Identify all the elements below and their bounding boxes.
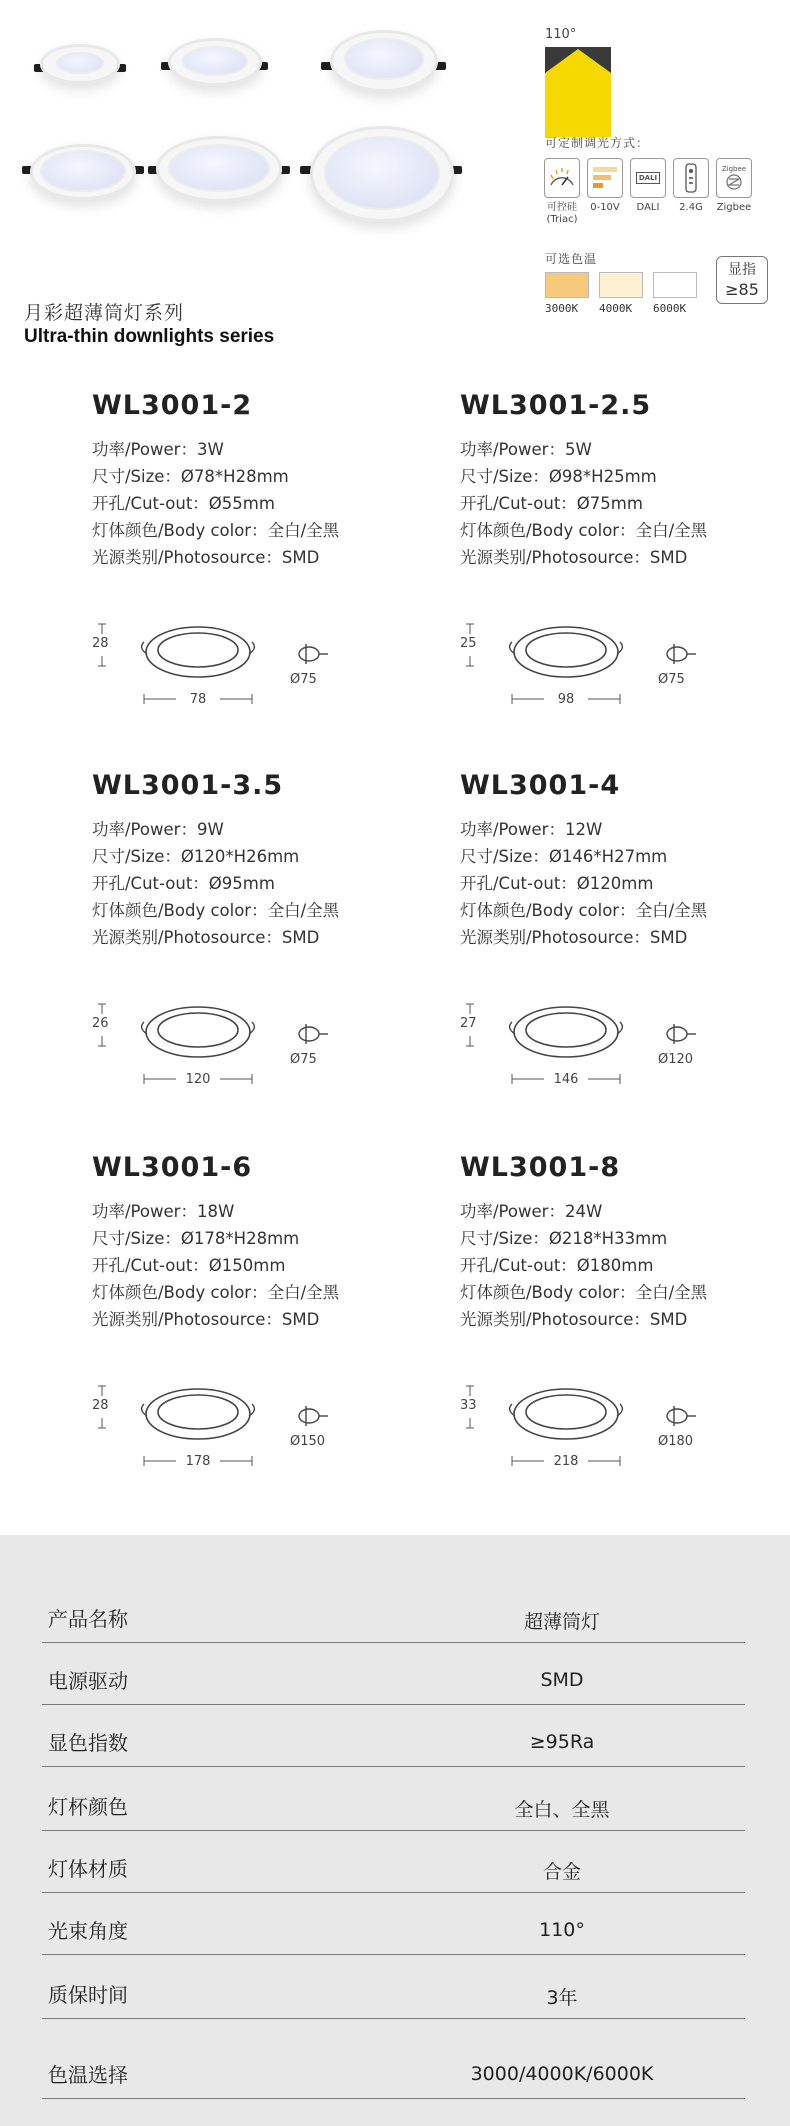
- dimension-drawing: [460, 990, 790, 1100]
- 0-10v-dimmer-icon: [587, 158, 623, 198]
- catalog-header: [0, 0, 790, 360]
- product-card-wl3001-2: [92, 390, 432, 765]
- spec-row-value: 合金: [542, 1861, 581, 1883]
- spec-power: 功率/Power：5W: [460, 440, 592, 459]
- dimming-option-0-10v: [585, 158, 625, 214]
- spec-body-color: 灯体颜色/Body color：全白/全黑: [460, 521, 708, 540]
- spec-row-label: 灯杯颜色: [48, 1795, 128, 1819]
- spec-photosource: 光源类别/Photosource：SMD: [460, 548, 688, 567]
- dimming-label-0-10v: 0-10V: [590, 202, 620, 213]
- spec-row: [42, 1581, 745, 1643]
- height-dimension: 25: [460, 636, 477, 651]
- width-dimension: 218: [553, 1454, 579, 1469]
- product-specs: [460, 1198, 707, 1333]
- cct-option-3000k: [545, 272, 591, 315]
- dimension-drawing: [92, 610, 432, 720]
- cutout-dimension: Ø120: [658, 1052, 694, 1067]
- spec-power: 功率/Power：24W: [460, 1202, 603, 1221]
- dimming-label-zigbee: Zigbee: [716, 202, 752, 213]
- dimension-drawing-svg: [460, 1372, 790, 1482]
- beam-angle-icon: [545, 47, 611, 137]
- height-dimension: 33: [460, 1398, 477, 1413]
- dimension-drawing: [92, 1372, 432, 1482]
- spec-cutout: 开孔/Cut-out：Ø55mm: [92, 494, 275, 513]
- cct-swatch-6000k: [653, 272, 697, 298]
- product-photo-medium: [330, 30, 438, 92]
- product-specs: [460, 816, 707, 951]
- spec-row: [42, 1893, 745, 1955]
- triac-dimmer-icon: [544, 158, 580, 198]
- spec-row: [42, 1705, 745, 1767]
- spec-size: 尺寸/Size：Ø146*H27mm: [460, 847, 668, 866]
- product-card-wl3001-3.5: [92, 770, 432, 1145]
- spec-cutout: 开孔/Cut-out：Ø120mm: [460, 874, 654, 893]
- cct-label-4000k: 4000K: [599, 302, 633, 315]
- product-card-wl3001-8: [460, 1152, 790, 1527]
- cutout-dimension: Ø150: [290, 1434, 326, 1449]
- spec-body-color: 灯体颜色/Body color：全白/全黑: [460, 1283, 708, 1302]
- series-title-cn: 月彩超薄筒灯系列: [24, 302, 185, 324]
- product-model: WL3001-6: [92, 1152, 253, 1183]
- spec-body-color: 灯体颜色/Body color：全白/全黑: [92, 901, 340, 920]
- spec-row-value: 全白、全黑: [514, 1799, 610, 1821]
- dimension-drawing-svg: [92, 1372, 432, 1482]
- product-model: WL3001-2.5: [460, 390, 652, 421]
- dimming-title: 可定制调光方式：: [545, 136, 650, 150]
- dimming-label-2-4g: 2.4G: [679, 202, 703, 213]
- remote-2-4g-icon: [673, 158, 709, 198]
- cutout-dimension: Ø75: [290, 1052, 317, 1067]
- width-dimension: 178: [185, 1454, 211, 1469]
- dimming-option-dali: [628, 158, 668, 214]
- spec-row-value: 超薄筒灯: [523, 1611, 600, 1633]
- spec-row-label: 色温选择: [48, 2063, 128, 2087]
- width-dimension: 146: [553, 1072, 579, 1087]
- spec-row-label: 产品名称: [48, 1607, 128, 1631]
- product-photo-medium-large: [30, 144, 136, 200]
- spec-row-label: 光束角度: [48, 1919, 128, 1943]
- spec-photosource: 光源类别/Photosource：SMD: [92, 1310, 320, 1329]
- product-card-wl3001-4: [460, 770, 790, 1145]
- zigbee-icon: [716, 158, 752, 198]
- spec-size: 尺寸/Size：Ø218*H33mm: [460, 1229, 668, 1248]
- product-card-wl3001-2.5: [460, 390, 790, 765]
- spec-cutout: 开孔/Cut-out：Ø95mm: [92, 874, 275, 893]
- spec-body-color: 灯体颜色/Body color：全白/全黑: [92, 521, 340, 540]
- spec-photosource: 光源类别/Photosource：SMD: [92, 548, 320, 567]
- spec-cutout: 开孔/Cut-out：Ø75mm: [460, 494, 643, 513]
- dimming-option-2-4g: [671, 158, 711, 214]
- product-specs: [460, 436, 707, 571]
- height-dimension: 27: [460, 1016, 477, 1031]
- cri-badge: [716, 256, 768, 304]
- width-dimension: 120: [185, 1072, 211, 1087]
- spec-photosource: 光源类别/Photosource：SMD: [460, 1310, 688, 1329]
- dimming-label-triac: 可控硅: [547, 202, 577, 213]
- width-dimension: 78: [189, 692, 207, 707]
- cri-badge-value: ≥85: [725, 280, 759, 299]
- dimming-sublabel-triac: (Triac): [546, 214, 578, 225]
- cct-swatch-3000k: [545, 272, 589, 298]
- dimming-option-triac: [542, 158, 582, 226]
- dimension-drawing: [460, 610, 790, 720]
- spec-power: 功率/Power：18W: [92, 1202, 235, 1221]
- height-dimension: 26: [92, 1016, 109, 1031]
- product-specs: [92, 1198, 339, 1333]
- cct-label-3000k: 3000K: [545, 302, 579, 315]
- spec-row: [42, 1831, 745, 1893]
- product-card-wl3001-6: [92, 1152, 432, 1527]
- spec-table: [0, 1535, 790, 2126]
- dimension-drawing: [92, 990, 432, 1100]
- cct-swatch-4000k: [599, 272, 643, 298]
- spec-row-label: 质保时间: [48, 1983, 128, 2007]
- spec-power: 功率/Power：9W: [92, 820, 224, 839]
- cutout-dimension: Ø180: [658, 1434, 694, 1449]
- dimming-label-dali: DALI: [636, 202, 660, 213]
- spec-row-value: SMD: [540, 1669, 584, 1691]
- spec-row: [42, 1767, 745, 1831]
- product-photo-small: [40, 44, 120, 84]
- spec-size: 尺寸/Size：Ø178*H28mm: [92, 1229, 300, 1248]
- height-dimension: 28: [92, 636, 109, 651]
- cct-label-6000k: 6000K: [653, 302, 687, 315]
- dimension-drawing-svg: [92, 610, 432, 720]
- dali-icon: [630, 158, 666, 198]
- dimension-drawing: [460, 1372, 790, 1482]
- product-specs: [92, 436, 339, 571]
- spec-power: 功率/Power：3W: [92, 440, 224, 459]
- height-dimension: 28: [92, 1398, 109, 1413]
- spec-cutout: 开孔/Cut-out：Ø180mm: [460, 1256, 654, 1275]
- cutout-dimension: Ø75: [658, 672, 685, 687]
- spec-photosource: 光源类别/Photosource：SMD: [460, 928, 688, 947]
- spec-row-value: ≥95Ra: [529, 1731, 595, 1753]
- spec-row: [42, 2019, 745, 2099]
- spec-size: 尺寸/Size：Ø78*H28mm: [92, 467, 289, 486]
- dimension-drawing-svg: [460, 610, 790, 720]
- cri-badge-label: 显指: [728, 262, 756, 278]
- series-title-en: Ultra-thin downlights series: [24, 326, 275, 347]
- spec-size: 尺寸/Size：Ø98*H25mm: [460, 467, 657, 486]
- dimension-drawing-svg: [460, 990, 790, 1100]
- spec-cutout: 开孔/Cut-out：Ø150mm: [92, 1256, 286, 1275]
- width-dimension: 98: [557, 692, 575, 707]
- cutout-dimension: Ø75: [290, 672, 317, 687]
- product-specs: [92, 816, 339, 951]
- product-photo-medium-small: [168, 38, 262, 86]
- cct-option-4000k: [599, 272, 645, 315]
- zigbee-badge: Zigbee: [721, 165, 747, 173]
- product-model: WL3001-8: [460, 1152, 621, 1183]
- spec-power: 功率/Power：12W: [460, 820, 603, 839]
- product-model: WL3001-3.5: [92, 770, 284, 801]
- cct-option-6000k: [653, 272, 699, 315]
- spec-row: [42, 1643, 745, 1705]
- spec-row: [42, 1955, 745, 2019]
- product-photo-extra-large: [310, 126, 454, 222]
- dimming-option-zigbee: [714, 158, 754, 214]
- spec-photosource: 光源类别/Photosource：SMD: [92, 928, 320, 947]
- spec-row-value: 110°: [539, 1919, 585, 1941]
- product-model: WL3001-4: [460, 770, 621, 801]
- spec-row-value: 3年: [546, 1987, 578, 2009]
- spec-size: 尺寸/Size：Ø120*H26mm: [92, 847, 300, 866]
- dali-badge: DALI: [636, 172, 660, 184]
- spec-row-label: 显色指数: [48, 1731, 128, 1755]
- spec-row-label: 电源驱动: [48, 1669, 128, 1693]
- beam-angle-label: 110°: [545, 27, 577, 42]
- product-photo-large: [156, 136, 282, 202]
- product-model: WL3001-2: [92, 390, 253, 421]
- spec-row-label: 灯体材质: [48, 1857, 128, 1881]
- cct-title: 可选色温: [545, 252, 598, 266]
- spec-body-color: 灯体颜色/Body color：全白/全黑: [92, 1283, 340, 1302]
- spec-body-color: 灯体颜色/Body color：全白/全黑: [460, 901, 708, 920]
- spec-row-value: 3000/4000K/6000K: [470, 2063, 654, 2085]
- dimension-drawing-svg: [92, 990, 432, 1100]
